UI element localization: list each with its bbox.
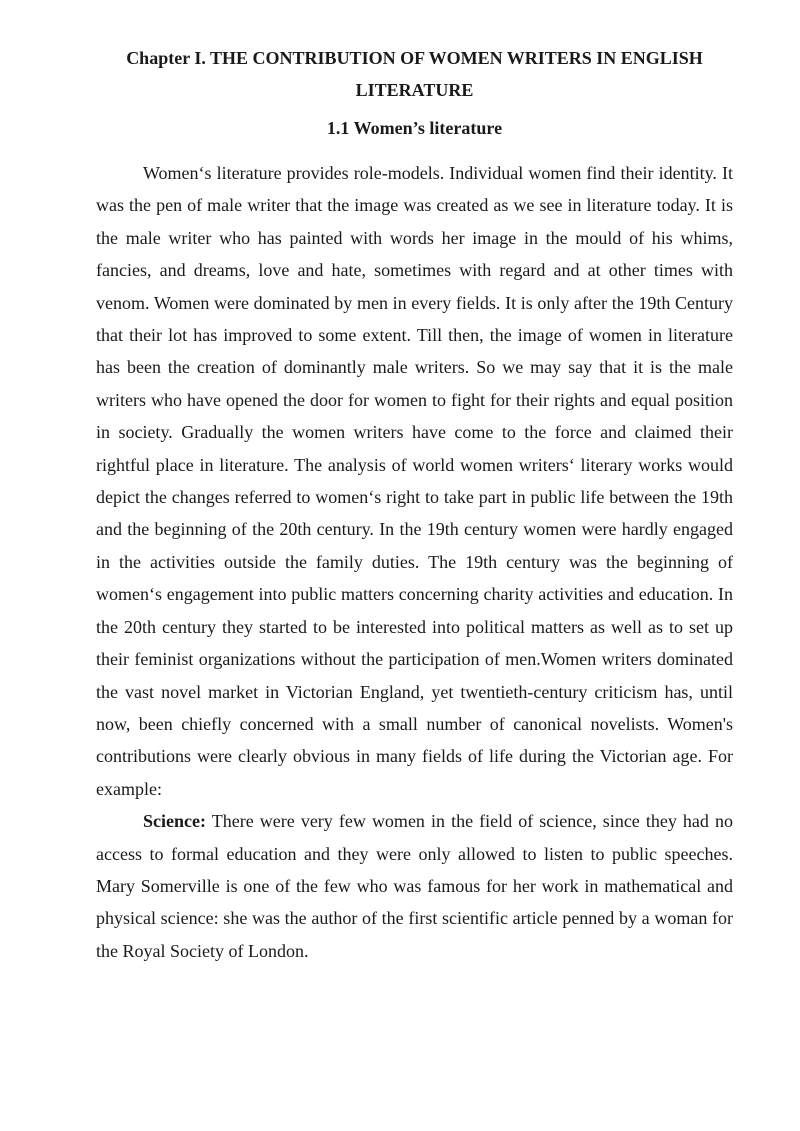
science-paragraph-text: There were very few women in the field of science, since they had no access to formal education and they were only allowed to listen to public speeches. Mary Somerville is one of the few who was famous for her work in mathematical and physical science: she was the author of the first scientific article penned by a woman for the Royal Society of London. — [96, 811, 733, 961]
body-paragraph-science — [96, 805, 733, 967]
section-title: 1.1 Women’s literature — [326, 118, 503, 138]
science-lead-term: Science: — [143, 811, 206, 832]
chapter-title: Chapter I. THE CONTRIBUTION OF WOMEN WRITERS IN ENGLISH LITERATURE — [126, 48, 703, 100]
body-paragraph-intro: Women‘s literature provides role-models. Individual women find their identity. It was the pen of male writer that the image was created as we see in literature today. It is the male writer who has painted with words her image in the mould of his whims, fancies, and dreams, love and hate, sometimes with regard and at other times with venom. Women were dominated by men in every fields. It is only after the 19th Century that their lot has improved to some extent. Till then, the image of women in literature has been the creation of dominantly male writers. So we may say that it is the male writers who have opened the door for women to fight for their rights and equal position in society. Gradually the women writers have come to the force and claimed their rightful place in literature. The analysis of world women writers‘ literary works would depict the changes referred to women‘s right to take part in public life between the 19th and the beginning of the 20th century. In the 19th century women were hardly engaged in the activities outside the family duties. The 19th century was the beginning of women‘s engagement into public matters concerning charity activities and education. In the 20th century they started to be interested into political matters as well as to set up their feminist organizations without the participation of men.Women writers dominated the vast novel market in Victorian England, yet twentieth-century criticism has, until now, been chiefly concerned with a small number of canonical novelists. Women's contributions were clearly obvious in many fields of life during the Victorian age. For example: — [96, 163, 733, 799]
document-page — [96, 42, 733, 967]
